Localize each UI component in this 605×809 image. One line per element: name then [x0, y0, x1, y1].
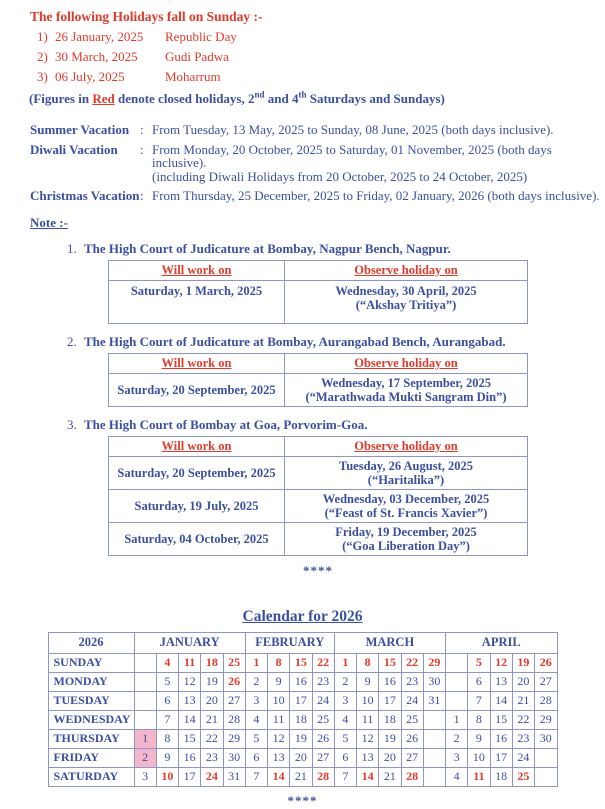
holiday-date-line: Wednesday, 03 December, 2025 — [322, 491, 490, 506]
calendar-cell: 14 — [268, 767, 290, 786]
court-heading — [67, 334, 605, 349]
vacation-section — [30, 123, 605, 203]
calendar-cell: 5 — [156, 672, 178, 691]
observe-holiday-cell — [285, 373, 528, 406]
holiday-name: Gudi Padwa — [165, 49, 229, 64]
court-heading-number: 1. — [67, 240, 77, 256]
calendar-cell — [423, 729, 445, 748]
calendar-cell: 19 — [512, 653, 534, 672]
calendar-cell: 7 — [245, 767, 267, 786]
court-heading-text: The High Court of Bombay at Goa, Porvorim-Goa. — [84, 416, 368, 432]
calendar-cell: 31 — [423, 691, 445, 710]
calendar-cell: 25 — [401, 710, 423, 729]
court-section — [0, 417, 605, 556]
calendar-day-label: FRIDAY — [48, 748, 134, 767]
calendar-cell: 26 — [535, 653, 558, 672]
will-work-header: Will work on — [109, 260, 285, 280]
calendar-cell: 17 — [379, 691, 401, 710]
calendar-day-label: SUNDAY — [48, 653, 134, 672]
calendar-cell — [535, 767, 558, 786]
vacation-text-line: From Monday, 20 October, 2025 to Saturday, 01 November, 2025 (both days inclusive). — [152, 141, 552, 170]
calendar-cell: 28 — [535, 691, 558, 710]
calendar-cell: 22 — [201, 729, 223, 748]
calendar-cell: 8 — [268, 653, 290, 672]
court-table — [108, 353, 528, 407]
calendar-cell: 22 — [512, 710, 534, 729]
observe-holiday-header: Observe holiday on — [285, 353, 528, 373]
calendar-cell: 25 — [223, 653, 245, 672]
calendar-cell: 19 — [290, 729, 312, 748]
calendar-cell: 21 — [290, 767, 312, 786]
holiday-number: 1) — [37, 29, 48, 44]
calendar-cell: 14 — [179, 710, 201, 729]
calendar-week-row — [48, 767, 557, 786]
calendar-cell — [134, 691, 156, 710]
vacation-colon: : — [140, 141, 144, 157]
observe-holiday-header: Observe holiday on — [285, 260, 528, 280]
calendar-day-label: MONDAY — [48, 672, 134, 691]
calendar-cell: 10 — [156, 767, 178, 786]
holiday-date: 30 March, 2025 — [55, 49, 138, 64]
calendar-cell: 30 — [223, 748, 245, 767]
calendar-cell: 10 — [268, 691, 290, 710]
calendar-cell: 29 — [423, 653, 445, 672]
holiday-name-line: (“Marathwada Mukti Sangram Din”) — [305, 389, 507, 404]
calendar-cell: 22 — [312, 653, 334, 672]
calendar-cell: 21 — [512, 691, 534, 710]
calendar-cell: 13 — [268, 748, 290, 767]
vacation-colon: : — [140, 122, 144, 137]
court-table-row — [109, 522, 528, 555]
figures-note-text: and 4 — [264, 91, 299, 106]
calendar-table — [48, 632, 558, 787]
calendar-cell: 4 — [245, 710, 267, 729]
calendar-cell: 3 — [134, 767, 156, 786]
holiday-date: 06 July, 2025 — [55, 69, 125, 84]
holiday-name-line: (“Haritalika”) — [367, 472, 445, 487]
holiday-name: Moharrum — [165, 69, 221, 84]
holiday-date: 26 January, 2025 — [55, 29, 144, 44]
holiday-name-line: (“Feast of St. Francis Xavier”) — [324, 505, 488, 520]
observe-holiday-cell — [285, 280, 528, 323]
holiday-item — [37, 29, 605, 45]
calendar-cell: 3 — [245, 691, 267, 710]
calendar-cell: 11 — [357, 710, 379, 729]
calendar-cell: 12 — [357, 729, 379, 748]
calendar-month-header: FEBRUARY — [245, 632, 334, 653]
calendar-cell: 3 — [334, 691, 356, 710]
calendar-cell: 20 — [512, 672, 534, 691]
calendar-cell: 7 — [468, 691, 490, 710]
calendar-cell: 25 — [312, 710, 334, 729]
court-table-row — [109, 489, 528, 522]
court-heading-number: 2. — [67, 333, 77, 349]
calendar-cell: 12 — [179, 672, 201, 691]
court-table-header-row — [109, 260, 528, 280]
calendar-cell: 20 — [290, 748, 312, 767]
will-work-cell: Saturday, 20 September, 2025 — [109, 456, 285, 489]
calendar-cell: 23 — [512, 729, 534, 748]
calendar-cell: 15 — [179, 729, 201, 748]
ordinal-superscript: th — [298, 89, 307, 100]
vacation-text-line: (including Diwali Holidays from 20 October, 2025 to 24 October, 2025) — [152, 168, 528, 184]
calendar-cell — [446, 653, 468, 672]
holiday-name-line: (“Akshay Tritiya”) — [355, 297, 457, 312]
court-heading-text: The High Court of Judicature at Bombay, Nagpur Bench, Nagpur. — [84, 240, 451, 256]
calendar-cell: 21 — [379, 767, 401, 786]
calendar-cell: 18 — [201, 653, 223, 672]
court-heading-text: The High Court of Judicature at Bombay, Aurangabad Bench, Aurangabad. — [84, 333, 506, 349]
vacation-text — [152, 143, 605, 184]
calendar-cell: 9 — [156, 748, 178, 767]
court-table-row — [109, 373, 528, 406]
calendar-cell: 25 — [512, 767, 534, 786]
holiday-item — [37, 49, 605, 65]
court-table-row — [109, 280, 528, 323]
calendar-cell — [446, 691, 468, 710]
calendar-cell: 2 — [334, 672, 356, 691]
calendar-cell: 19 — [201, 672, 223, 691]
calendar-day-label: TUESDAY — [48, 691, 134, 710]
calendar-cell: 6 — [245, 748, 267, 767]
calendar-cell — [535, 748, 558, 767]
holiday-date-line: Wednesday, 30 April, 2025 — [335, 283, 477, 298]
court-table-row — [109, 456, 528, 489]
calendar-cell: 12 — [490, 653, 512, 672]
court-table-header-row — [109, 353, 528, 373]
calendar-year-header: 2026 — [48, 632, 134, 653]
court-table — [108, 436, 528, 556]
calendar-cell: 5 — [468, 653, 490, 672]
holiday-date-line: Friday, 19 December, 2025 — [335, 524, 477, 539]
calendar-cell: 8 — [357, 653, 379, 672]
calendar-cell: 16 — [179, 748, 201, 767]
calendar-cell: 26 — [312, 729, 334, 748]
calendar-cell: 17 — [290, 691, 312, 710]
calendar-cell: 15 — [290, 653, 312, 672]
calendar-cell: 1 — [446, 710, 468, 729]
calendar-cell: 3 — [446, 748, 468, 767]
ordinal-superscript: nd — [254, 89, 265, 100]
calendar-header-row — [48, 632, 557, 653]
calendar-cell: 28 — [223, 710, 245, 729]
calendar-cell: 15 — [490, 710, 512, 729]
calendar-cell: 24 — [312, 691, 334, 710]
calendar-cell: 20 — [379, 748, 401, 767]
figures-note — [29, 91, 605, 106]
figures-note-text: denote closed holidays, 2 — [114, 91, 255, 106]
calendar-cell: 18 — [290, 710, 312, 729]
calendar-cell: 24 — [201, 767, 223, 786]
holiday-list — [0, 29, 605, 85]
calendar-cell: 8 — [156, 729, 178, 748]
calendar-cell: 13 — [357, 748, 379, 767]
vacation-row — [30, 143, 605, 184]
vacation-row — [30, 189, 605, 203]
calendar-cell: 17 — [490, 748, 512, 767]
calendar-cell: 21 — [201, 710, 223, 729]
observe-holiday-header: Observe holiday on — [285, 436, 528, 456]
calendar-title: Calendar for 2026 — [242, 607, 363, 625]
calendar-day-label: WEDNESDAY — [48, 710, 134, 729]
figures-note-text: (Figures in — [29, 91, 93, 106]
calendar-cell: 9 — [357, 672, 379, 691]
observe-holiday-cell — [285, 522, 528, 555]
calendar-cell: 26 — [223, 672, 245, 691]
calendar-week-row — [48, 672, 557, 691]
vacation-label: Summer Vacation — [30, 122, 130, 137]
calendar-cell: 15 — [379, 653, 401, 672]
holiday-number: 2) — [37, 49, 48, 64]
calendar-cell: 14 — [357, 767, 379, 786]
vacation-row — [30, 123, 605, 137]
will-work-cell: Saturday, 1 March, 2025 — [109, 280, 285, 323]
vacation-label: Diwali Vacation — [30, 141, 118, 157]
calendar-cell: 7 — [156, 710, 178, 729]
vacation-label: Christmas Vacation — [30, 188, 140, 203]
calendar-cell: 30 — [423, 672, 445, 691]
calendar-cell: 14 — [490, 691, 512, 710]
calendar-cell: 9 — [468, 729, 490, 748]
separator-bottom: **** — [287, 792, 318, 808]
calendar-cell: 11 — [268, 710, 290, 729]
will-work-cell: Saturday, 04 October, 2025 — [109, 522, 285, 555]
calendar-cell: 7 — [334, 767, 356, 786]
calendar-cell: 6 — [156, 691, 178, 710]
note-label: Note :- — [30, 214, 68, 230]
calendar-cell: 13 — [490, 672, 512, 691]
calendar-cell: 18 — [379, 710, 401, 729]
calendar-cell: 24 — [401, 691, 423, 710]
calendar-week-row — [48, 653, 557, 672]
calendar-cell: 5 — [334, 729, 356, 748]
calendar-cell: 30 — [535, 729, 558, 748]
calendar-week-row — [48, 729, 557, 748]
figures-note-text: Saturdays and Sundays) — [306, 91, 445, 106]
holiday-number: 3) — [37, 69, 48, 84]
calendar-cell: 4 — [156, 653, 178, 672]
calendar-cell: 16 — [490, 729, 512, 748]
calendar-cell: 27 — [535, 672, 558, 691]
calendar-cell: 18 — [490, 767, 512, 786]
calendar-cell — [446, 672, 468, 691]
calendar-cell — [423, 748, 445, 767]
figures-note-red-word: Red — [92, 91, 115, 106]
calendar-day-label: THURSDAY — [48, 729, 134, 748]
will-work-cell: Saturday, 20 September, 2025 — [109, 373, 285, 406]
calendar-month-header: APRIL — [446, 632, 558, 653]
calendar-cell: 28 — [401, 767, 423, 786]
holiday-item — [37, 69, 605, 85]
calendar-cell: 5 — [245, 729, 267, 748]
holiday-name-line: (“Goa Liberation Day”) — [342, 538, 470, 553]
calendar-week-row — [48, 710, 557, 729]
calendar-cell: 22 — [401, 653, 423, 672]
calendar-cell — [423, 710, 445, 729]
calendar-cell: 20 — [201, 691, 223, 710]
court-heading — [67, 241, 605, 256]
calendar-cell: 1 — [334, 653, 356, 672]
holiday-name: Republic Day — [165, 29, 237, 44]
calendar-cell: 1 — [245, 653, 267, 672]
calendar-cell: 23 — [201, 748, 223, 767]
calendar-cell: 27 — [401, 748, 423, 767]
court-section — [0, 334, 605, 407]
calendar-cell: 12 — [268, 729, 290, 748]
calendar-cell: 23 — [401, 672, 423, 691]
will-work-header: Will work on — [109, 353, 285, 373]
calendar-cell: 2 — [134, 748, 156, 767]
calendar-day-label: SATURDAY — [48, 767, 134, 786]
calendar-cell: 29 — [535, 710, 558, 729]
court-heading — [67, 417, 605, 432]
calendar-cell: 11 — [468, 767, 490, 786]
vacation-colon: : — [140, 188, 144, 203]
court-table-header-row — [109, 436, 528, 456]
calendar-cell: 2 — [245, 672, 267, 691]
calendar-week-row — [48, 748, 557, 767]
calendar-cell: 8 — [468, 710, 490, 729]
intro-title: The following Holidays fall on Sunday :- — [30, 9, 263, 24]
calendar-cell: 28 — [312, 767, 334, 786]
calendar-cell: 16 — [379, 672, 401, 691]
calendar-cell: 19 — [379, 729, 401, 748]
calendar-cell: 27 — [223, 691, 245, 710]
calendar-cell: 10 — [357, 691, 379, 710]
calendar-cell: 4 — [446, 767, 468, 786]
observe-holiday-cell — [285, 456, 528, 489]
court-heading-number: 3. — [67, 416, 77, 432]
will-work-header: Will work on — [109, 436, 285, 456]
holiday-date-line: Tuesday, 26 August, 2025 — [339, 458, 473, 473]
calendar-cell: 4 — [334, 710, 356, 729]
court-sections — [0, 241, 605, 556]
calendar-cell — [423, 767, 445, 786]
calendar-cell — [134, 672, 156, 691]
calendar-cell: 13 — [179, 691, 201, 710]
calendar-cell: 27 — [312, 748, 334, 767]
vacation-text: From Tuesday, 13 May, 2025 to Sunday, 08 June, 2025 (both days inclusive). — [152, 122, 554, 137]
calendar-cell: 17 — [179, 767, 201, 786]
calendar-cell: 9 — [268, 672, 290, 691]
calendar-month-header: JANUARY — [134, 632, 245, 653]
calendar-cell: 23 — [312, 672, 334, 691]
court-table — [108, 260, 528, 324]
calendar-cell: 6 — [468, 672, 490, 691]
vacation-text: From Thursday, 25 December, 2025 to Friday, 02 January, 2026 (both days inclusive). — [152, 188, 600, 203]
calendar-cell: 1 — [134, 729, 156, 748]
calendar-cell — [134, 710, 156, 729]
calendar-week-row — [48, 691, 557, 710]
calendar-cell: 16 — [290, 672, 312, 691]
calendar-cell — [134, 653, 156, 672]
calendar-cell: 29 — [223, 729, 245, 748]
calendar-cell: 26 — [401, 729, 423, 748]
observe-holiday-cell — [285, 489, 528, 522]
court-section — [0, 241, 605, 324]
holiday-date-line: Wednesday, 17 September, 2025 — [320, 375, 492, 390]
calendar-month-header: MARCH — [334, 632, 445, 653]
calendar-cell: 31 — [223, 767, 245, 786]
calendar-cell: 10 — [468, 748, 490, 767]
calendar-cell: 24 — [512, 748, 534, 767]
will-work-cell: Saturday, 19 July, 2025 — [109, 489, 285, 522]
separator-top: **** — [303, 562, 333, 578]
calendar-cell: 11 — [179, 653, 201, 672]
calendar-cell: 2 — [446, 729, 468, 748]
calendar-cell: 6 — [334, 748, 356, 767]
